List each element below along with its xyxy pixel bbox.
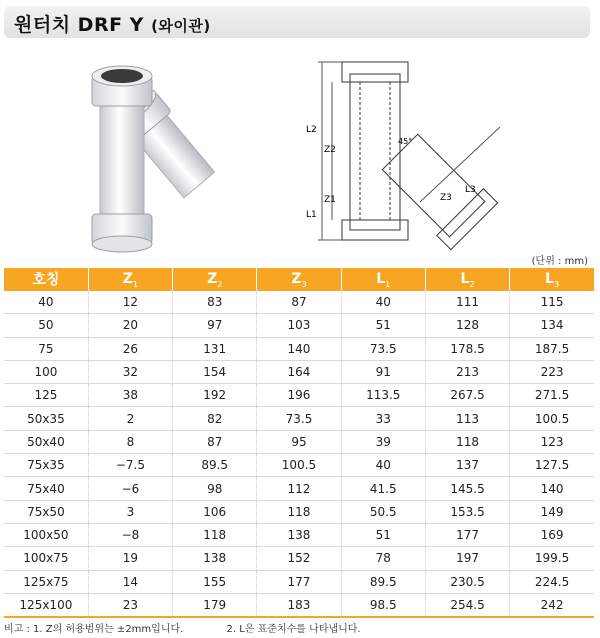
table-cell: 113: [425, 407, 509, 430]
table-cell: 267.5: [425, 384, 509, 407]
table-row: [4, 407, 594, 430]
table-cell: 100.5: [257, 454, 341, 477]
table-cell: 128: [425, 314, 509, 337]
table-cell: 125x100: [4, 593, 88, 617]
table-cell: 83: [173, 291, 257, 314]
table-cell: 242: [510, 593, 594, 617]
table-cell: 33: [341, 407, 425, 430]
header-cell: $L_2$: [425, 268, 509, 291]
table-cell: 179: [173, 593, 257, 617]
title-sub: (와이관): [151, 17, 211, 35]
table-cell: 106: [173, 500, 257, 523]
table-cell: 134: [510, 314, 594, 337]
table-cell: 113.5: [341, 384, 425, 407]
table-cell: 155: [173, 570, 257, 593]
table-cell: 196: [257, 384, 341, 407]
table-cell: 187.5: [510, 337, 594, 360]
table-cell: 213: [425, 360, 509, 383]
table-header-row: [4, 268, 594, 291]
table-cell: 98.5: [341, 593, 425, 617]
table-cell: 75x50: [4, 500, 88, 523]
table-cell: 12: [88, 291, 172, 314]
table-cell: 39: [341, 430, 425, 453]
table-cell: 95: [257, 430, 341, 453]
table-cell: 100: [4, 360, 88, 383]
technical-drawing: [300, 52, 540, 252]
table-cell: 75x40: [4, 477, 88, 500]
label-z2: Z2: [324, 145, 336, 155]
table-cell: 137: [425, 454, 509, 477]
product-photo: [60, 52, 260, 257]
header-cell: $Z_3$: [257, 268, 341, 291]
table-row: [4, 593, 594, 617]
table-cell: 19: [88, 547, 172, 570]
table-cell: −8: [88, 523, 172, 546]
table-cell: 23: [88, 593, 172, 617]
table-cell: 230.5: [425, 570, 509, 593]
table-cell: 98: [173, 477, 257, 500]
table-cell: 183: [257, 593, 341, 617]
table-cell: 14: [88, 570, 172, 593]
header-cell: 호칭: [4, 268, 88, 291]
table-row: [4, 384, 594, 407]
table-row: [4, 430, 594, 453]
footnote: [4, 620, 401, 635]
table-row: [4, 477, 594, 500]
table-cell: 254.5: [425, 593, 509, 617]
table-cell: 177: [425, 523, 509, 546]
table-cell: 97: [173, 314, 257, 337]
label-l3: L3: [465, 185, 476, 195]
note-1: 비고 : 1. Z의 허용범위는 ±2mm입니다.: [4, 624, 184, 635]
table-cell: 100x75: [4, 547, 88, 570]
table-cell: 140: [257, 337, 341, 360]
table-cell: 38: [88, 384, 172, 407]
table-cell: 32: [88, 360, 172, 383]
table-cell: 50x35: [4, 407, 88, 430]
table-cell: 118: [257, 500, 341, 523]
table-cell: 199.5: [510, 547, 594, 570]
table-cell: 51: [341, 523, 425, 546]
table-cell: 78: [341, 547, 425, 570]
table-cell: −6: [88, 477, 172, 500]
table-row: [4, 314, 594, 337]
header-cell: $L_3$: [510, 268, 594, 291]
table-cell: 224.5: [510, 570, 594, 593]
table-cell: 75: [4, 337, 88, 360]
table-cell: 73.5: [257, 407, 341, 430]
table-cell: 138: [257, 523, 341, 546]
note-2: 2. L은 표준치수를 나타냅니다.: [226, 624, 361, 635]
table-cell: 145.5: [425, 477, 509, 500]
header-cell: $Z_2$: [173, 268, 257, 291]
table-cell: 8: [88, 430, 172, 453]
table-cell: 40: [341, 291, 425, 314]
table-cell: 82: [173, 407, 257, 430]
table-cell: 223: [510, 360, 594, 383]
table-cell: 73.5: [341, 337, 425, 360]
page-title: [14, 10, 211, 37]
table-cell: 178.5: [425, 337, 509, 360]
spec-table: [4, 268, 594, 618]
table-cell: 111: [425, 291, 509, 314]
table-row: [4, 454, 594, 477]
table-cell: 127.5: [510, 454, 594, 477]
table-cell: 140: [510, 477, 594, 500]
table-cell: 51: [341, 314, 425, 337]
table-cell: 125x75: [4, 570, 88, 593]
table-row: [4, 337, 594, 360]
table-cell: 118: [425, 430, 509, 453]
table-cell: 125: [4, 384, 88, 407]
table-cell: 123: [510, 430, 594, 453]
table-cell: −7.5: [88, 454, 172, 477]
table-cell: 138: [173, 547, 257, 570]
title-bar: [4, 6, 590, 38]
table-cell: 89.5: [173, 454, 257, 477]
table-cell: 87: [257, 291, 341, 314]
header-cell: $Z_1$: [88, 268, 172, 291]
table-row: [4, 291, 594, 314]
table-cell: 91: [341, 360, 425, 383]
table-cell: 154: [173, 360, 257, 383]
table-cell: 26: [88, 337, 172, 360]
table-cell: 271.5: [510, 384, 594, 407]
label-z3: Z3: [440, 193, 452, 203]
table-cell: 20: [88, 314, 172, 337]
table-row: [4, 547, 594, 570]
table-cell: 197: [425, 547, 509, 570]
label-l2: L2: [306, 125, 317, 135]
table-row: [4, 570, 594, 593]
table-cell: 87: [173, 430, 257, 453]
table-row: [4, 500, 594, 523]
table-cell: 89.5: [341, 570, 425, 593]
table-cell: 149: [510, 500, 594, 523]
table-cell: 2: [88, 407, 172, 430]
label-z1: Z1: [324, 195, 336, 205]
header-cell: $L_1$: [341, 268, 425, 291]
table-cell: 3: [88, 500, 172, 523]
table-cell: 50.5: [341, 500, 425, 523]
table-cell: 100.5: [510, 407, 594, 430]
table-row: [4, 523, 594, 546]
table-cell: 40: [4, 291, 88, 314]
table-cell: 112: [257, 477, 341, 500]
table-cell: 177: [257, 570, 341, 593]
table-cell: 152: [257, 547, 341, 570]
table-cell: 100x50: [4, 523, 88, 546]
table-cell: 50: [4, 314, 88, 337]
table-cell: 169: [510, 523, 594, 546]
table-cell: 192: [173, 384, 257, 407]
table-cell: 40: [341, 454, 425, 477]
table-cell: 75x35: [4, 454, 88, 477]
table-row: [4, 360, 594, 383]
label-l1: L1: [306, 210, 317, 220]
table-cell: 164: [257, 360, 341, 383]
label-angle: 45°: [398, 137, 413, 146]
table-cell: 118: [173, 523, 257, 546]
table-cell: 41.5: [341, 477, 425, 500]
table-cell: 115: [510, 291, 594, 314]
table-cell: 131: [173, 337, 257, 360]
table-cell: 153.5: [425, 500, 509, 523]
unit-label: (단위 : mm): [531, 256, 588, 267]
table-cell: 103: [257, 314, 341, 337]
table-cell: 50x40: [4, 430, 88, 453]
title-main: 원터치 DRF Y: [14, 14, 144, 36]
